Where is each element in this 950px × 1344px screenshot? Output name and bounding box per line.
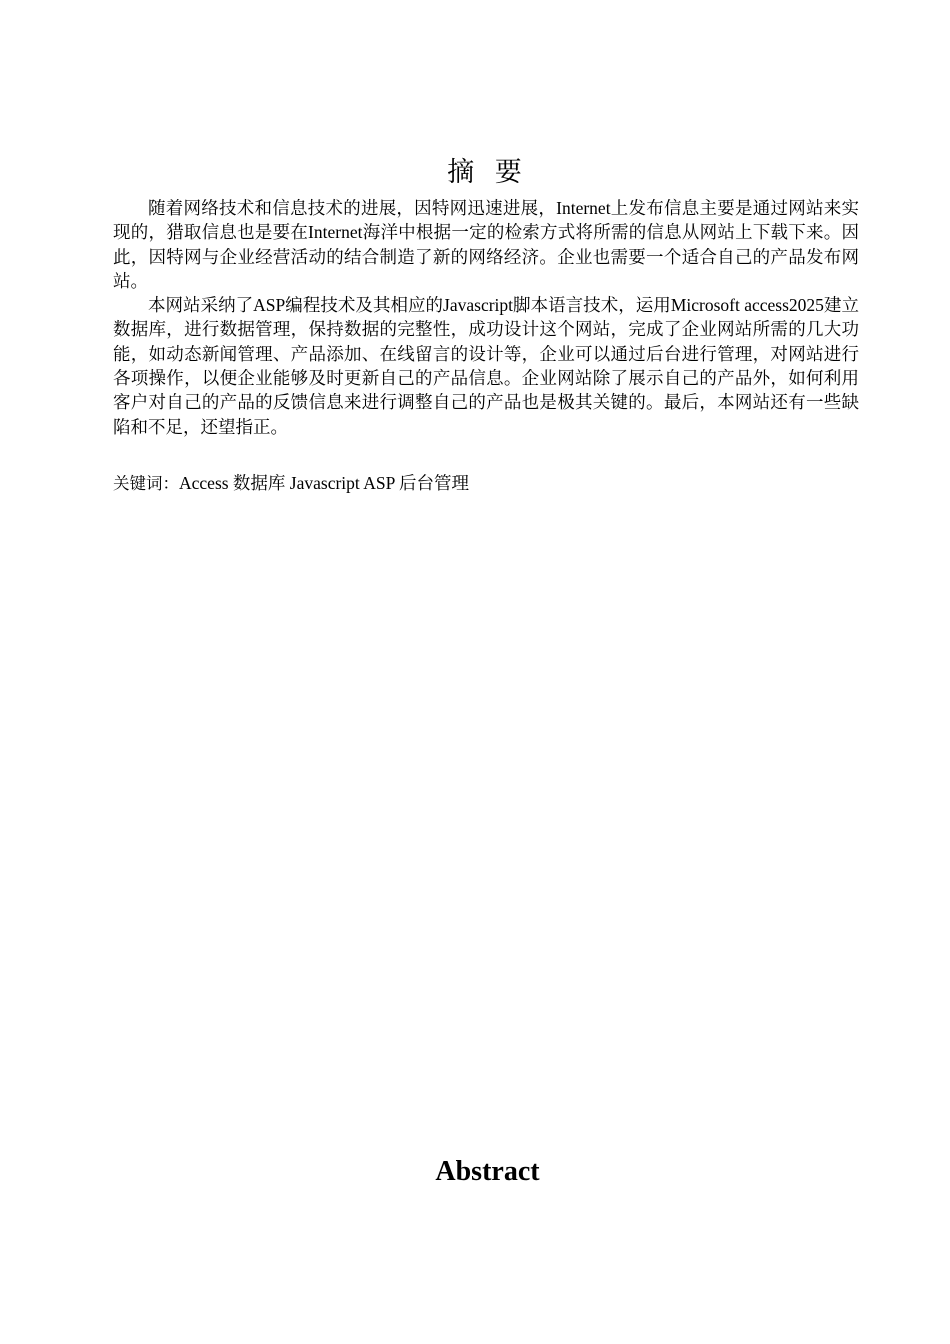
abstract-body — [113, 196, 859, 439]
abstract-paragraph-1: 随着网络技术和信息技术的进展，因特网迅速进展，Internet上发布信息主要是通过网站来实现的，猎取信息也是要在Internet海洋中根据一定的检索方式将所需的信息从网站上下载下来。因此，因特网与企业经营活动的结合制造了新的网络经济。企业也需要一个适合自己的产品发布网站。 — [113, 198, 859, 291]
keywords-text: Access 数据库 Javascript ASP 后台管理 — [179, 473, 470, 493]
abstract-title-english: Abstract — [435, 1156, 540, 1187]
abstract-title-chinese: 摘 要 — [447, 157, 528, 188]
abstract-paragraph-2: 本网站采纳了ASP编程技术及其相应的Javascript脚本语言技术，运用Microsoft access2025建立数据库，进行数据管理，保持数据的完整性，成功设计这个网站，完成了企业网站所需的几大功能，如动态新闻管理、产品添加、在线留言的设计等，企业可以通过后台进行管理，对网站进行各项操作，以便企业能够及时更新自己的产品信息。企业网站除了展示自己的产品外，如何利用客户对自己的产品的反馈信息来进行调整自己的产品也是极其关键的。最后，本网站还有一些缺陷和不足，还望指正。 — [113, 295, 859, 437]
keywords-line — [113, 470, 859, 497]
keywords-label: 关键词： — [113, 474, 179, 493]
